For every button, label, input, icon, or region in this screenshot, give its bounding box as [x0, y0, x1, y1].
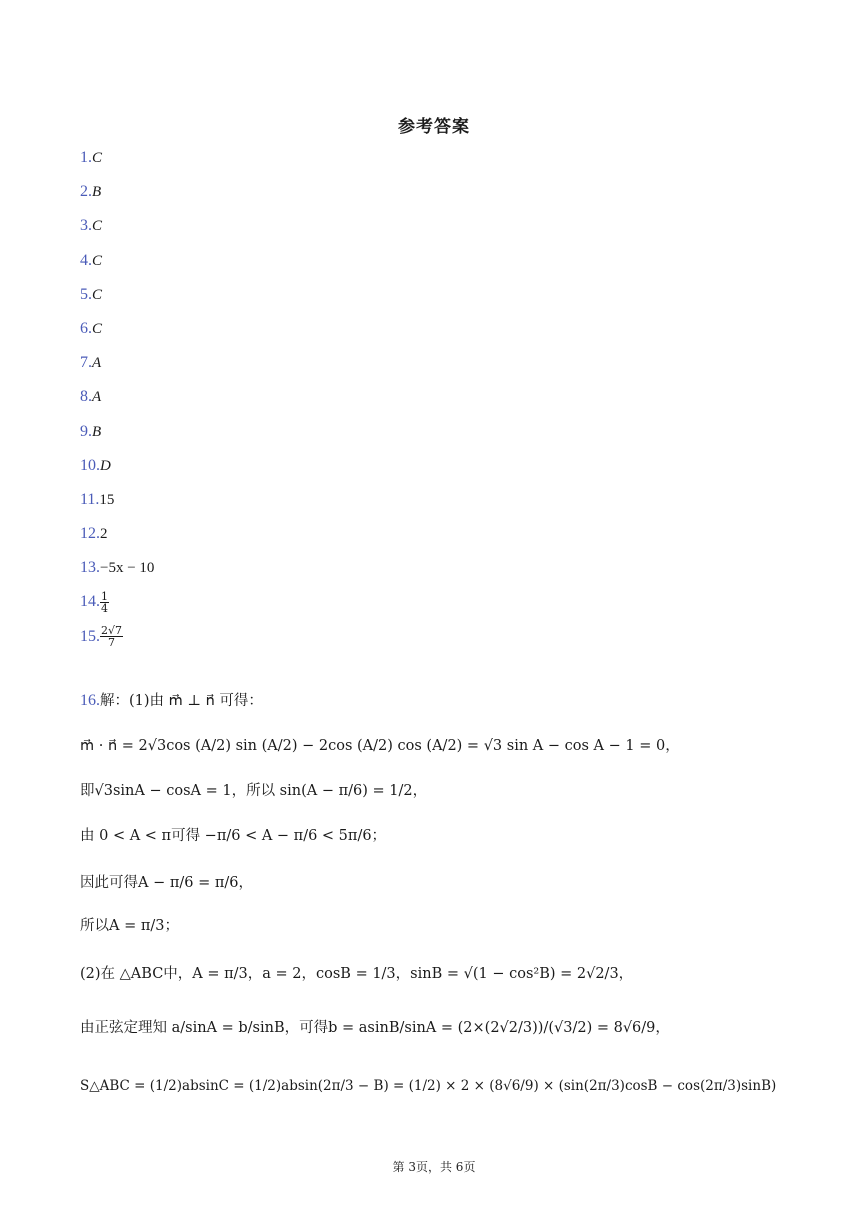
- solution-line: [80, 689, 780, 710]
- answer-item: [80, 385, 154, 419]
- solution-line: m⃗ · n⃗ = 2√3cos (A/2) sin (A/2) − 2cos (A/2) cos (A/2) = √3 sin A − cos A − 1 = 0，: [80, 738, 680, 754]
- solution-line: S△ABC = (1/2)absinC = (1/2)absin(2π/3 − B) = (1/2) × 2 × (8√6/9) × (sin(2π/3)cosB − cos(2π/3)sinB): [80, 1078, 777, 1094]
- solution-line: 由 0 < A < π可得 −π/6 < A − π/6 < 5π/6；: [80, 828, 387, 844]
- answer-number: 14.: [80, 593, 100, 611]
- answer-item: [80, 283, 154, 317]
- answer-number: 12.: [80, 525, 100, 543]
- answer-value: D: [100, 457, 111, 474]
- answer-number: 1.: [80, 149, 92, 166]
- answer-item: [80, 420, 154, 454]
- fraction-numerator: 1: [101, 589, 108, 603]
- answer-value: C: [92, 252, 103, 269]
- answer-number: 15.: [80, 627, 100, 645]
- answer-number: 3.: [80, 217, 92, 235]
- answer-number: 13.: [80, 559, 100, 577]
- fraction-denominator: 7: [108, 636, 115, 650]
- answer-item: [80, 590, 154, 624]
- answer-value: C: [92, 150, 103, 166]
- solution-number: 16.: [80, 692, 100, 709]
- answer-value: −5x − 10: [100, 560, 155, 577]
- answer-item: [80, 146, 154, 180]
- answer-item: [80, 214, 154, 248]
- page-footer: 第 3页，共 6页: [392, 1160, 476, 1174]
- answer-number: 7.: [80, 354, 92, 372]
- answer-number: 10.: [80, 456, 100, 474]
- answer-item: [80, 180, 154, 214]
- answer-item: [80, 556, 154, 590]
- answer-value: A: [92, 389, 102, 406]
- answer-number: 11.: [80, 490, 100, 508]
- page-title: 参考答案: [398, 117, 470, 137]
- solution-line: (2)在 △ABC中，A = π/3，a = 2，cosB = 1/3，sinB = √(1 − cos²B) = 2√2/3，: [80, 966, 634, 982]
- answer-value: C: [92, 286, 103, 303]
- solution-line: 所以A = π/3；: [80, 918, 179, 934]
- answer-item: [80, 488, 154, 522]
- answer-list: [80, 146, 154, 659]
- answer-number: 9.: [80, 422, 92, 440]
- answer-item: [80, 249, 154, 283]
- answer-value: B: [92, 184, 102, 201]
- answer-item: [80, 454, 154, 488]
- answer-value: 15: [99, 491, 115, 508]
- answer-item: [80, 625, 154, 659]
- answer-number: 2.: [80, 183, 92, 201]
- answer-number: 5.: [80, 285, 92, 303]
- answer-number: 6.: [80, 319, 92, 337]
- solution-line: 由正弦定理知 a/sinA = b/sinB，可得b = asinB/sinA = (2×(2√2/3))/(√3/2) = 8√6/9，: [80, 1020, 670, 1036]
- answer-number: 4.: [80, 251, 92, 269]
- answer-value: B: [92, 423, 102, 440]
- answer-value: C: [92, 218, 103, 235]
- answer-value: 2: [100, 526, 108, 543]
- answer-item: [80, 351, 154, 385]
- answer-number: 8.: [80, 388, 92, 406]
- answer-fraction: [100, 591, 109, 614]
- solution-line: 即√3sinA − cosA = 1，所以 sin(A − π/6) = 1/2，: [80, 783, 428, 799]
- answer-value: A: [92, 355, 102, 372]
- solution-line: 因此可得A − π/6 = π/6，: [80, 875, 253, 891]
- answer-item: [80, 317, 154, 351]
- answer-fraction: [100, 625, 123, 648]
- answer-value: C: [92, 320, 103, 337]
- fraction-numerator: 2√7: [101, 624, 123, 638]
- fraction-denominator: 4: [101, 601, 108, 615]
- solution-text: 解：(1)由 m⃗ ⊥ n⃗ 可得：: [100, 693, 263, 709]
- answer-item: [80, 522, 154, 556]
